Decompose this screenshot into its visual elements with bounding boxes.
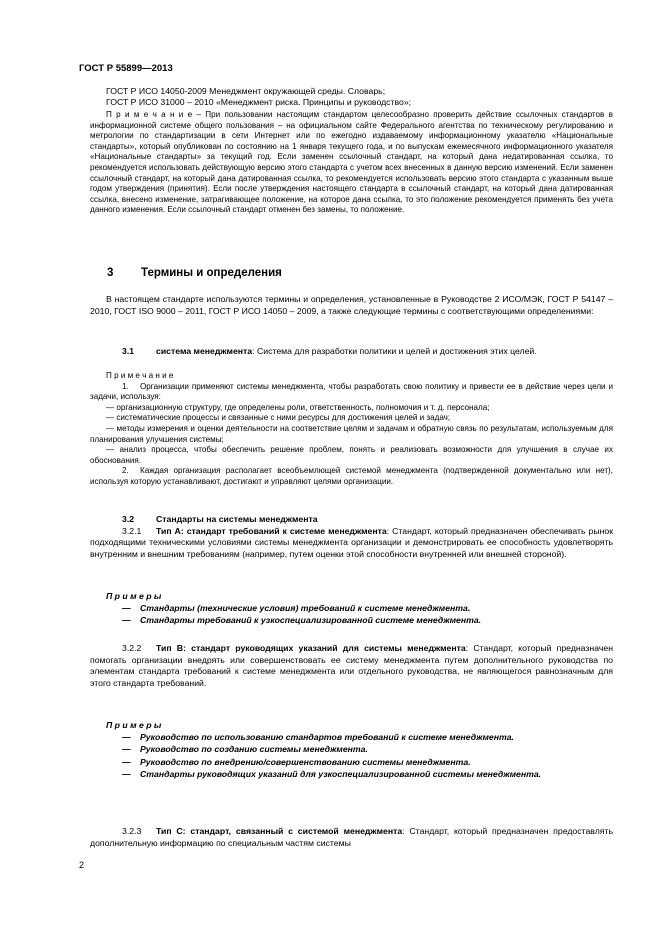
page-number: 2 xyxy=(79,860,85,870)
term-3-2-2 xyxy=(90,643,613,689)
term-name: Тип В: стандарт руководящих указаний для системы менеджмента xyxy=(156,643,466,653)
note-text: Каждая организация располагает всеобъемлющей системой менеджмента (подтвержденной документально или нет), используя которую устанавливают, достигают и управляют целями организации. xyxy=(90,466,613,486)
dash-item: — организационную структуру, где определены роли, ответственность, полномочия и т. д. персонала; xyxy=(106,402,490,412)
note-label: П р и м е ч а н и е xyxy=(106,110,193,119)
example-item: Руководство по использованию стандартов требований к системе менеджмента. xyxy=(140,732,514,743)
note-number: 2. xyxy=(122,466,129,476)
example-item: Стандарты руководящих указаний для узкоспециализированной системы менеджмента. xyxy=(140,768,542,779)
document-header: ГОСТ Р 55899—2013 xyxy=(79,63,173,74)
term-3-1 xyxy=(90,346,613,358)
term-name: Тип С: стандарт, связанный с системой менеджмента xyxy=(156,826,403,836)
note-text: – При пользовании настоящим стандартом целесообразно проверить действие ссылочных стандартов в информационной системе общего пользования – на официальном сайте Федерального агентства по техническому регулированию и метрологии по стандартизации в сети Интернет или по ежегодно издаваемому информационному указателю «Национальные стандарты», который опубликован по состоянию на 1 января текущего года, и по выпускам ежемесячного информационного указателя «Национальные стандарты» за текущий год. Если заменен ссылочный стандарт, на который дана недатированная ссылка, то рекомендуется использовать действующую версию этого стандарта с учетом всех внесенных в данную версию изменений. Если заменен ссылочный стандарт, на который дана датированная ссылка, то рекомендуется использовать версию этого стандарта с указанным выше годом утверждения (принятия). Если после утверждения настоящего стандарта в ссылочный стандарт, на который дана датированная ссылка, внесено изменение, затрагивающее положение, на которое дана ссылка, то это положение рекомендуется применять без учета данного изменения. Если ссылочный стандарт отменен без замены, то положение. xyxy=(90,110,613,215)
term-group-title: Стандарты на системы менеджмента xyxy=(156,514,318,524)
section-heading xyxy=(107,267,282,279)
dash: — xyxy=(122,615,131,626)
note-label: П р и м е ч а н и е xyxy=(106,371,174,380)
term-3-2-3 xyxy=(90,826,613,849)
term-name: Тип А: стандарт требований к системе менеджмента xyxy=(156,525,387,536)
term-definition: : Стандарт, который предназначен помогать организации внедрять или совершенствовать ее систему менеджмента путем дополнительного руководства по элементам стандарта требований к системе менеджмента или отдельного руководства, не являющегося равнозначным для этого стандарта требований. xyxy=(90,643,613,688)
reference-line: ГОСТ Р ИСО 31000 – 2010 «Менеджмент риска. Принципы и руководство»; xyxy=(106,97,412,108)
dash-item: — методы измерения и оценки деятельности на соответствие целям и задачам и обратную связь по результатам, используемым для планирования улучшения системы; xyxy=(90,423,613,444)
term-number: 3.2 xyxy=(122,514,135,524)
note-block xyxy=(90,110,613,216)
term-name: система менеджмента xyxy=(156,346,253,356)
examples-type-b xyxy=(90,719,613,780)
dash-item: — анализ процесса, чтобы обеспечить решение проблем, понять и реализовать возможности для улучшения в случае их обоснования. xyxy=(90,445,613,465)
normative-references xyxy=(90,86,613,108)
example-item: Стандарты требований к узкоспециализированной системе менеджмента. xyxy=(140,615,482,626)
term-3-2 xyxy=(90,514,613,560)
term-3-1-notes xyxy=(90,371,613,488)
section-intro xyxy=(90,294,613,317)
term-number: 3.2.1 xyxy=(122,525,142,536)
examples-label: П р и м е р ы xyxy=(106,720,162,730)
section-title: Термины и определения xyxy=(141,267,282,279)
term-definition: : Система для разработки политики и целей и достижения этих целей. xyxy=(252,346,537,356)
dash: — xyxy=(122,603,131,614)
term-number: 3.2.2 xyxy=(122,643,142,653)
example-item: Руководство по созданию системы менеджмента. xyxy=(140,744,368,755)
reference-line: ГОСТ Р ИСО 14050-2009 Менеджмент окружающей среды. Словарь; xyxy=(106,86,386,96)
dash: — xyxy=(122,744,131,755)
term-definition: : Стандарт, который предназначен предоставлять дополнительную информацию по специальным частям системы xyxy=(90,826,613,848)
term-number: 3.2.3 xyxy=(122,826,142,836)
examples-type-a xyxy=(90,590,613,627)
intro-paragraph: В настоящем стандарте используются термины и определения, установленные в Руководстве 2 ИСО/МЭК, ГОСТ Р 54147 – 2010, ГОСТ ISO 9000 – 2011, ГОСТ Р ИСО 14050 – 2009, а также следующие термины с соответствующими определениями: xyxy=(90,294,613,316)
section-number: 3 xyxy=(107,267,114,279)
term-definition: : Стандарт, который предназначен обеспечивать рынок подходящими техническими условиями системы менеджмента организации и демонстрировать ее способность удовлетворять внутренним и внешним требованиям (например, путем оценки этой способности внутренней или внешней стороной). xyxy=(90,525,613,559)
term-number: 3.1 xyxy=(122,346,135,356)
examples-label: П р и м е р ы xyxy=(106,591,162,601)
dash-item: — систематические процессы и связанные с ними ресурсы для достижения целей и задач; xyxy=(106,413,451,423)
note-text: Организации применяют системы менеджмента, чтобы разработать свою политику и привести ее в действие через цели и задачи, используя: xyxy=(90,381,613,402)
dash: — xyxy=(122,768,131,779)
example-item: Стандарты (технические условия) требований к системе менеджмента. xyxy=(140,603,471,614)
dash: — xyxy=(122,732,131,743)
example-item: Руководство по внедрению/совершенствованию системы менеджмента. xyxy=(140,756,471,767)
note-number: 1. xyxy=(122,381,129,391)
dash: — xyxy=(122,756,131,767)
